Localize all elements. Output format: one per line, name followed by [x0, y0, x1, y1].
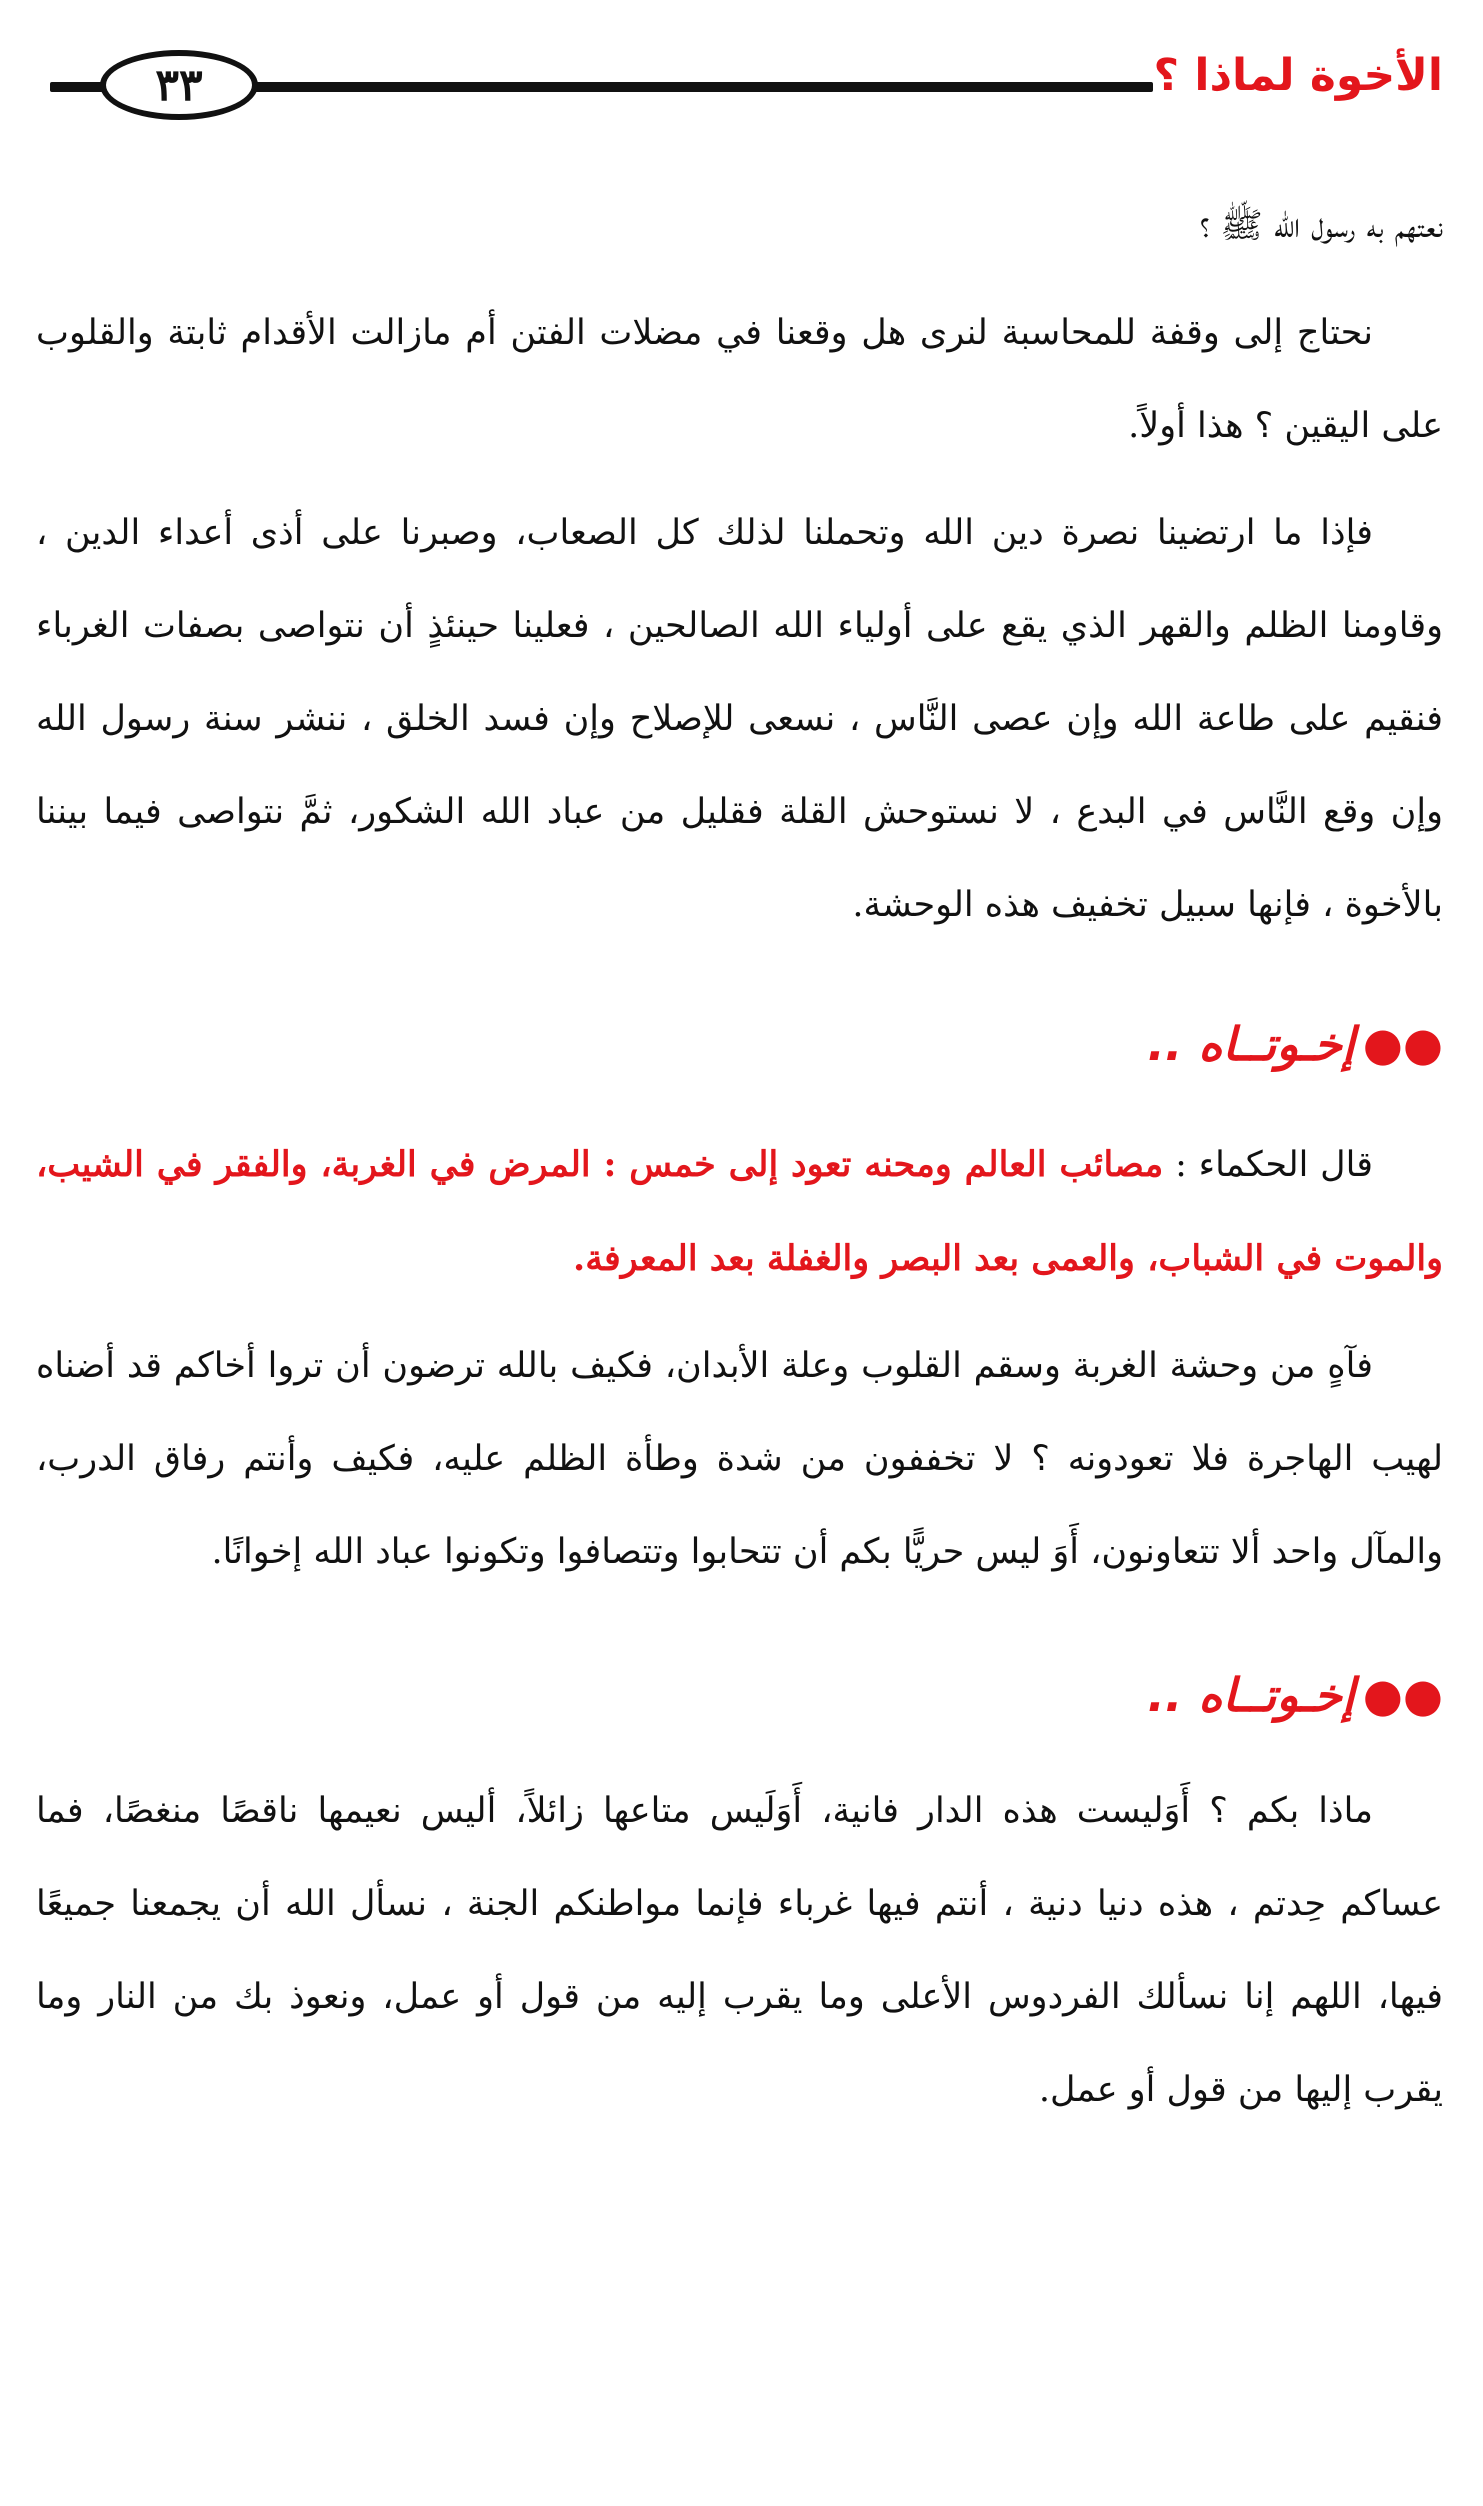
section-heading-2: [36, 1655, 1443, 1735]
paragraph-2: نحتاج إلى وقفة للمحاسبة لنرى هل وقعنا في مضلات الفتن أم مازالت الأقدام ثابتة والقلوب على اليقين ؟ هذا أولاً.: [36, 313, 1443, 446]
paragraph-4: فآهٍ من وحشة الغربة وسقم القلوب وعلة الأبدان، فكيف بالله ترضون أن تروا أخاكم قد أضناه لهيب الهاجرة فلا تعودونه ؟ لا تخففون من شدة وطأة الظلم عليه، فكيف وأنتم رفاق الدرب، والمآل واحد ألا تتعاونون، أَوَ ليس حريًّا بكم أن تتحابوا وتتصافوا وتكونوا عباد الله إخوانًا.: [36, 1346, 1443, 1572]
heading-bullet-icon: ●●: [1362, 1017, 1443, 1071]
page-header: [0, 36, 1483, 136]
paragraph-5: ماذا بكم ؟ أَوَليست هذه الدار فانية، أَوَلَيس متاعها زائلاً، أليس نعيمها ناقصًا منغصًا، فما عساكم حِدتم ، هذه دنيا دنية ، أنتم فيها غرباء فإنما مواطنكم الجنة ، نسأل الله أن يجمعنا جميعًا فيها، اللهم إنا نسألك الفردوس الأعلى وما يقرب إليه من قول أو عمل، ونعوذ بك من النار وما يقرب إليها من قول أو عمل.: [36, 1791, 1443, 2110]
page-number-text: ٣٣: [155, 59, 203, 111]
running-title: الأخوة لماذا ؟: [1153, 50, 1443, 101]
paragraph-1: نعتهم به رسول الله ﷺ ؟: [1199, 206, 1443, 246]
section-heading-1: [36, 1004, 1443, 1084]
quote-intro: قال الحكماء :: [1163, 1145, 1373, 1185]
section-heading-1-text: إخـوتــاه ..: [1147, 1017, 1355, 1071]
page-number: [100, 50, 258, 120]
heading-bullet-icon: ●●: [1362, 1668, 1443, 1722]
section-heading-2-text: إخـوتــاه ..: [1147, 1668, 1355, 1722]
paragraph-3: فإذا ما ارتضينا نصرة دين الله وتحملنا لذلك كل الصعاب، وصبرنا على أذى أعداء الدين ، وقاومنا الظلم والقهر الذي يقع على أولياء الله الصالحين ، فعلينا حينئذٍ أن نتواصى بصفات الغرباء فنقيم على طاعة الله وإن عصى النَّاس ، نسعى للإصلاح وإن فسد الخلق ، ننشر سنة رسول الله وإن وقع النَّاس في البدع ، لا نستوحش القلة فقليل من عباد الله الشكور، ثمَّ نتواصى فيما بيننا بالأخوة ، فإنها سبيل تخفيف هذه الوحشة.: [36, 513, 1443, 925]
quote-text: مصائب العالم ومحنه تعود إلى خمس : المرض في الغربة، والفقر في الشيب، والموت في الشباب، والعمى بعد البصر والغفلة بعد المعرفة.: [36, 1144, 1443, 1279]
page-content: [36, 180, 1443, 2137]
quote-paragraph: [36, 1118, 1443, 1306]
